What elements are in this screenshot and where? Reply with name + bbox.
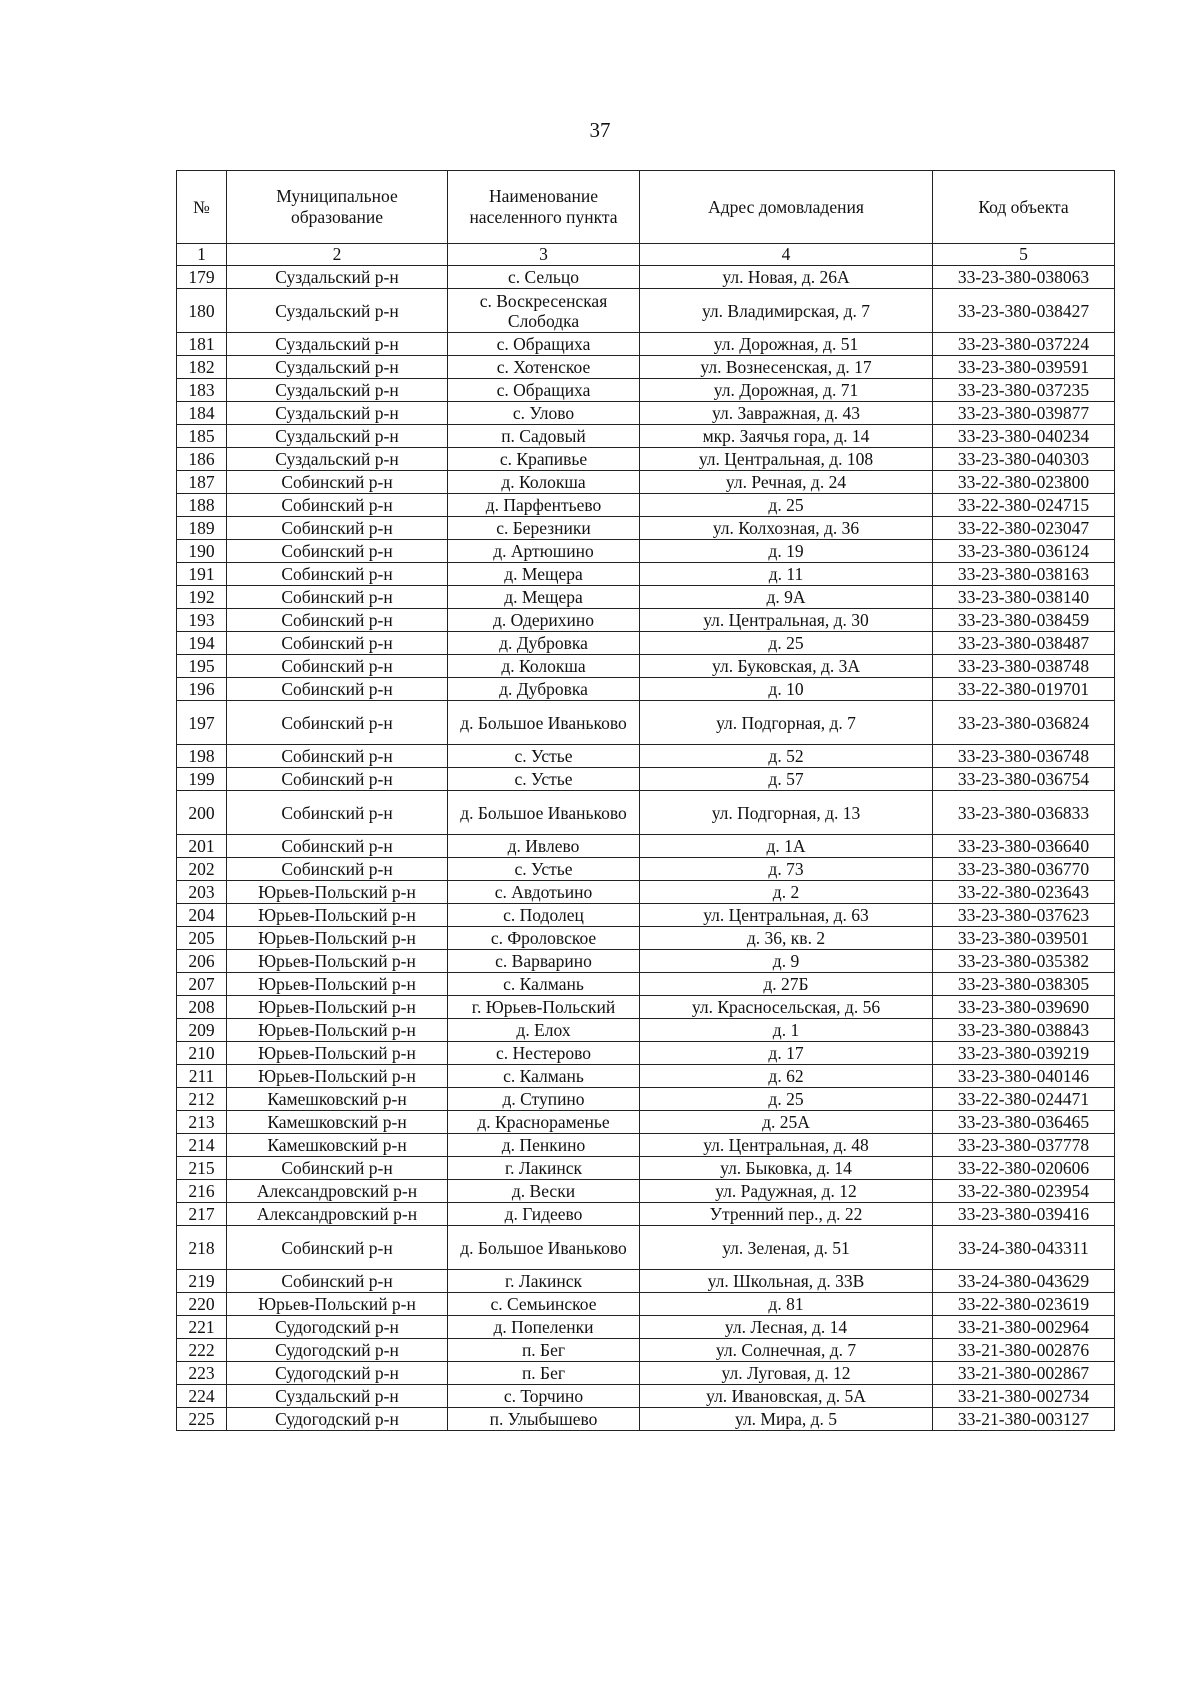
- row-number: 223: [177, 1362, 227, 1385]
- address-cell: д. 25А: [640, 1111, 933, 1134]
- object-code-cell: 33-23-380-036748: [933, 745, 1115, 768]
- table-row: [177, 1042, 1115, 1065]
- settlement-cell: с. Нестерово: [448, 1042, 640, 1065]
- address-cell: ул. Радужная, д. 12: [640, 1180, 933, 1203]
- table-row: [177, 996, 1115, 1019]
- row-number: 211: [177, 1065, 227, 1088]
- table-row: [177, 835, 1115, 858]
- object-code-cell: 33-24-380-043311: [933, 1226, 1115, 1270]
- settlement-cell: с. Торчино: [448, 1385, 640, 1408]
- settlement-cell: д. Артюшино: [448, 540, 640, 563]
- settlement-cell: с. Сельцо: [448, 266, 640, 289]
- municipality-cell: Камешковский р-н: [227, 1088, 448, 1111]
- municipality-cell: Суздальский р-н: [227, 448, 448, 471]
- settlement-cell: д. Елох: [448, 1019, 640, 1042]
- table-row: [177, 1385, 1115, 1408]
- row-number: 179: [177, 266, 227, 289]
- settlement-cell: с. Калмань: [448, 973, 640, 996]
- header-number: №: [177, 171, 227, 244]
- address-cell: д. 36, кв. 2: [640, 927, 933, 950]
- municipality-cell: Собинский р-н: [227, 768, 448, 791]
- table-row: [177, 494, 1115, 517]
- municipality-cell: Юрьев-Польский р-н: [227, 881, 448, 904]
- row-number: 187: [177, 471, 227, 494]
- row-number: 214: [177, 1134, 227, 1157]
- municipality-cell: Собинский р-н: [227, 609, 448, 632]
- object-code-cell: 33-21-380-002734: [933, 1385, 1115, 1408]
- address-cell: ул. Владимирская, д. 7: [640, 289, 933, 333]
- row-number: 209: [177, 1019, 227, 1042]
- municipality-cell: Собинский р-н: [227, 1157, 448, 1180]
- municipality-cell: Юрьев-Польский р-н: [227, 927, 448, 950]
- row-number: 180: [177, 289, 227, 333]
- row-number: 224: [177, 1385, 227, 1408]
- row-number: 188: [177, 494, 227, 517]
- settlement-cell: д. Ступино: [448, 1088, 640, 1111]
- municipality-cell: Камешковский р-н: [227, 1111, 448, 1134]
- page-number: 37: [589, 118, 611, 142]
- municipality-cell: Суздальский р-н: [227, 266, 448, 289]
- address-cell: д. 19: [640, 540, 933, 563]
- address-cell: ул. Новая, д. 26А: [640, 266, 933, 289]
- row-number: 206: [177, 950, 227, 973]
- address-cell: ул. Центральная, д. 30: [640, 609, 933, 632]
- row-number: 202: [177, 858, 227, 881]
- settlement-cell: г. Юрьев-Польский: [448, 996, 640, 1019]
- row-number: 200: [177, 791, 227, 835]
- object-code-cell: 33-23-380-039690: [933, 996, 1115, 1019]
- row-number: 183: [177, 379, 227, 402]
- address-cell: д. 81: [640, 1293, 933, 1316]
- address-cell: д. 25: [640, 494, 933, 517]
- row-number: 210: [177, 1042, 227, 1065]
- column-index: 1: [177, 244, 227, 266]
- table-row: [177, 333, 1115, 356]
- settlement-cell: д. Дубровка: [448, 678, 640, 701]
- table-row: [177, 1270, 1115, 1293]
- row-number: 185: [177, 425, 227, 448]
- header-municipality: Муниципальное образование: [227, 171, 448, 244]
- object-code-cell: 33-23-380-036640: [933, 835, 1115, 858]
- municipality-cell: Юрьев-Польский р-н: [227, 1065, 448, 1088]
- table-row: [177, 563, 1115, 586]
- object-code-cell: 33-23-380-039416: [933, 1203, 1115, 1226]
- object-code-cell: 33-23-380-039501: [933, 927, 1115, 950]
- object-code-cell: 33-21-380-002876: [933, 1339, 1115, 1362]
- settlement-cell: с. Устье: [448, 858, 640, 881]
- municipality-cell: Суздальский р-н: [227, 333, 448, 356]
- table-row: [177, 609, 1115, 632]
- table-row: [177, 745, 1115, 768]
- object-code-cell: 33-23-380-037235: [933, 379, 1115, 402]
- municipality-cell: Юрьев-Польский р-н: [227, 950, 448, 973]
- object-code-cell: 33-23-380-039591: [933, 356, 1115, 379]
- row-number: 190: [177, 540, 227, 563]
- settlement-cell: с. Фроловское: [448, 927, 640, 950]
- address-cell: д. 10: [640, 678, 933, 701]
- table-row: [177, 1226, 1115, 1270]
- municipality-cell: Суздальский р-н: [227, 1385, 448, 1408]
- table-row: [177, 791, 1115, 835]
- address-cell: ул. Быковка, д. 14: [640, 1157, 933, 1180]
- settlement-cell: д. Дубровка: [448, 632, 640, 655]
- address-cell: д. 9А: [640, 586, 933, 609]
- settlement-cell: с. Обращиха: [448, 379, 640, 402]
- row-number: 191: [177, 563, 227, 586]
- object-code-cell: 33-23-380-038459: [933, 609, 1115, 632]
- municipality-cell: Собинский р-н: [227, 858, 448, 881]
- table-row: [177, 266, 1115, 289]
- settlement-cell: с. Калмань: [448, 1065, 640, 1088]
- address-cell: ул. Завражная, д. 43: [640, 402, 933, 425]
- object-code-cell: 33-22-380-024715: [933, 494, 1115, 517]
- object-code-cell: 33-23-380-037623: [933, 904, 1115, 927]
- table-row: [177, 678, 1115, 701]
- municipality-cell: Собинский р-н: [227, 678, 448, 701]
- municipality-cell: Суздальский р-н: [227, 289, 448, 333]
- table-row: [177, 1316, 1115, 1339]
- row-number: 184: [177, 402, 227, 425]
- table-row: [177, 517, 1115, 540]
- row-number: 208: [177, 996, 227, 1019]
- header-object-code: Код объекта: [933, 171, 1115, 244]
- row-number: 198: [177, 745, 227, 768]
- row-number: 219: [177, 1270, 227, 1293]
- municipality-cell: Собинский р-н: [227, 791, 448, 835]
- object-code-cell: 33-22-380-020606: [933, 1157, 1115, 1180]
- municipality-cell: Александровский р-н: [227, 1180, 448, 1203]
- row-number: 216: [177, 1180, 227, 1203]
- row-number: 220: [177, 1293, 227, 1316]
- settlement-cell: д. Колокша: [448, 655, 640, 678]
- municipality-cell: Юрьев-Польский р-н: [227, 1293, 448, 1316]
- municipality-cell: Собинский р-н: [227, 1270, 448, 1293]
- header-settlement: Наименование населенного пункта: [448, 171, 640, 244]
- municipality-cell: Собинский р-н: [227, 835, 448, 858]
- municipality-cell: Собинский р-н: [227, 632, 448, 655]
- address-cell: ул. Центральная, д. 63: [640, 904, 933, 927]
- settlement-cell: д. Большое Иваньково: [448, 791, 640, 835]
- object-code-cell: 33-22-380-024471: [933, 1088, 1115, 1111]
- row-number: 192: [177, 586, 227, 609]
- settlement-cell: г. Лакинск: [448, 1270, 640, 1293]
- settlement-cell: д. Мещера: [448, 563, 640, 586]
- municipality-cell: Юрьев-Польский р-н: [227, 1042, 448, 1065]
- table-row: [177, 586, 1115, 609]
- object-code-cell: 33-21-380-003127: [933, 1408, 1115, 1431]
- table-row: [177, 1408, 1115, 1431]
- settlement-cell: д. Большое Иваньково: [448, 701, 640, 745]
- address-cell: ул. Колхозная, д. 36: [640, 517, 933, 540]
- table-row: [177, 904, 1115, 927]
- object-code-cell: 33-23-380-038487: [933, 632, 1115, 655]
- object-code-cell: 33-23-380-036770: [933, 858, 1115, 881]
- object-code-cell: 33-22-380-023643: [933, 881, 1115, 904]
- address-cell: ул. Солнечная, д. 7: [640, 1339, 933, 1362]
- address-cell: ул. Речная, д. 24: [640, 471, 933, 494]
- table-row: [177, 1203, 1115, 1226]
- object-code-cell: 33-22-380-023619: [933, 1293, 1115, 1316]
- row-number: 221: [177, 1316, 227, 1339]
- row-number: 194: [177, 632, 227, 655]
- settlement-cell: д. Попеленки: [448, 1316, 640, 1339]
- municipality-cell: Собинский р-н: [227, 563, 448, 586]
- settlement-cell: с. Варварино: [448, 950, 640, 973]
- row-number: 222: [177, 1339, 227, 1362]
- table-row: [177, 448, 1115, 471]
- row-number: 201: [177, 835, 227, 858]
- object-code-cell: 33-23-380-036754: [933, 768, 1115, 791]
- header-row: [177, 171, 1115, 244]
- row-number: 193: [177, 609, 227, 632]
- table-row: [177, 1362, 1115, 1385]
- table-row: [177, 402, 1115, 425]
- address-cell: д. 1А: [640, 835, 933, 858]
- table-row: [177, 356, 1115, 379]
- row-number: 215: [177, 1157, 227, 1180]
- settlement-cell: с. Березники: [448, 517, 640, 540]
- row-number: 196: [177, 678, 227, 701]
- municipality-cell: Юрьев-Польский р-н: [227, 904, 448, 927]
- address-cell: ул. Мира, д. 5: [640, 1408, 933, 1431]
- address-cell: ул. Луговая, д. 12: [640, 1362, 933, 1385]
- column-index: 2: [227, 244, 448, 266]
- address-cell: ул. Ивановская, д. 5А: [640, 1385, 933, 1408]
- address-cell: д. 62: [640, 1065, 933, 1088]
- address-cell: ул. Дорожная, д. 51: [640, 333, 933, 356]
- municipality-cell: Юрьев-Польский р-н: [227, 996, 448, 1019]
- row-number: 218: [177, 1226, 227, 1270]
- row-number: 217: [177, 1203, 227, 1226]
- municipality-cell: Суздальский р-н: [227, 356, 448, 379]
- object-code-cell: 33-23-380-038427: [933, 289, 1115, 333]
- row-number: 204: [177, 904, 227, 927]
- settlement-cell: д. Пенкино: [448, 1134, 640, 1157]
- column-index: 4: [640, 244, 933, 266]
- object-code-cell: 33-23-380-038843: [933, 1019, 1115, 1042]
- table-row: [177, 858, 1115, 881]
- object-code-cell: 33-21-380-002964: [933, 1316, 1115, 1339]
- settlement-cell: с. Авдотьино: [448, 881, 640, 904]
- header-address: Адрес домовладения: [640, 171, 933, 244]
- table-row: [177, 425, 1115, 448]
- address-cell: д. 2: [640, 881, 933, 904]
- object-code-cell: 33-23-380-036465: [933, 1111, 1115, 1134]
- address-cell: д. 11: [640, 563, 933, 586]
- table-row: [177, 289, 1115, 333]
- municipality-cell: Суздальский р-н: [227, 402, 448, 425]
- object-code-cell: 33-22-380-023047: [933, 517, 1115, 540]
- row-number: 199: [177, 768, 227, 791]
- table-row: [177, 927, 1115, 950]
- municipality-cell: Собинский р-н: [227, 471, 448, 494]
- table-row: [177, 540, 1115, 563]
- settlement-cell: д. Ивлево: [448, 835, 640, 858]
- table-row: [177, 1019, 1115, 1042]
- address-cell: д. 27Б: [640, 973, 933, 996]
- address-cell: ул. Лесная, д. 14: [640, 1316, 933, 1339]
- object-code-cell: 33-22-380-019701: [933, 678, 1115, 701]
- object-code-cell: 33-23-380-039219: [933, 1042, 1115, 1065]
- settlement-cell: г. Лакинск: [448, 1157, 640, 1180]
- object-code-cell: 33-23-380-040234: [933, 425, 1115, 448]
- municipality-cell: Судогодский р-н: [227, 1408, 448, 1431]
- object-code-cell: 33-23-380-038163: [933, 563, 1115, 586]
- column-index-row: [177, 244, 1115, 266]
- address-cell: д. 1: [640, 1019, 933, 1042]
- municipality-cell: Судогодский р-н: [227, 1339, 448, 1362]
- address-cell: ул. Красносельская, д. 56: [640, 996, 933, 1019]
- municipality-cell: Собинский р-н: [227, 586, 448, 609]
- municipality-cell: Судогодский р-н: [227, 1316, 448, 1339]
- address-cell: мкр. Заячья гора, д. 14: [640, 425, 933, 448]
- address-cell: ул. Дорожная, д. 71: [640, 379, 933, 402]
- settlement-cell: с. Воскресенская Слободка: [448, 289, 640, 333]
- table-row: [177, 632, 1115, 655]
- table-row: [177, 379, 1115, 402]
- object-code-cell: 33-24-380-043629: [933, 1270, 1115, 1293]
- table-row: [177, 1134, 1115, 1157]
- settlement-cell: с. Устье: [448, 768, 640, 791]
- column-index: 3: [448, 244, 640, 266]
- registry-table: [176, 170, 1115, 1431]
- row-number: 186: [177, 448, 227, 471]
- table-row: [177, 1180, 1115, 1203]
- object-code-cell: 33-23-380-036833: [933, 791, 1115, 835]
- settlement-cell: п. Бег: [448, 1362, 640, 1385]
- address-cell: ул. Центральная, д. 48: [640, 1134, 933, 1157]
- address-cell: д. 52: [640, 745, 933, 768]
- row-number: 203: [177, 881, 227, 904]
- address-cell: ул. Буковская, д. 3А: [640, 655, 933, 678]
- column-index: 5: [933, 244, 1115, 266]
- settlement-cell: с. Улово: [448, 402, 640, 425]
- table-row: [177, 1157, 1115, 1180]
- municipality-cell: Собинский р-н: [227, 655, 448, 678]
- municipality-cell: Собинский р-н: [227, 745, 448, 768]
- table-row: [177, 655, 1115, 678]
- address-cell: ул. Подгорная, д. 7: [640, 701, 933, 745]
- municipality-cell: Собинский р-н: [227, 1226, 448, 1270]
- row-number: 205: [177, 927, 227, 950]
- object-code-cell: 33-23-380-038305: [933, 973, 1115, 996]
- settlement-cell: д. Большое Иваньково: [448, 1226, 640, 1270]
- row-number: 182: [177, 356, 227, 379]
- object-code-cell: 33-23-380-038063: [933, 266, 1115, 289]
- address-cell: д. 25: [640, 1088, 933, 1111]
- address-cell: д. 57: [640, 768, 933, 791]
- object-code-cell: 33-23-380-036824: [933, 701, 1115, 745]
- settlement-cell: п. Улыбышево: [448, 1408, 640, 1431]
- address-cell: ул. Подгорная, д. 13: [640, 791, 933, 835]
- table-row: [177, 973, 1115, 996]
- table-body: [177, 266, 1115, 1431]
- settlement-cell: с. Крапивье: [448, 448, 640, 471]
- address-cell: д. 73: [640, 858, 933, 881]
- object-code-cell: 33-23-380-039877: [933, 402, 1115, 425]
- object-code-cell: 33-23-380-038140: [933, 586, 1115, 609]
- row-number: 181: [177, 333, 227, 356]
- object-code-cell: 33-23-380-037778: [933, 1134, 1115, 1157]
- address-cell: ул. Зеленая, д. 51: [640, 1226, 933, 1270]
- municipality-cell: Суздальский р-н: [227, 379, 448, 402]
- table-row: [177, 1293, 1115, 1316]
- municipality-cell: Собинский р-н: [227, 517, 448, 540]
- table-row: [177, 950, 1115, 973]
- settlement-cell: п. Бег: [448, 1339, 640, 1362]
- municipality-cell: Суздальский р-н: [227, 425, 448, 448]
- settlement-cell: с. Обращиха: [448, 333, 640, 356]
- row-number: 195: [177, 655, 227, 678]
- table-row: [177, 1111, 1115, 1134]
- table-row: [177, 768, 1115, 791]
- settlement-cell: д. Парфентьево: [448, 494, 640, 517]
- table-row: [177, 1065, 1115, 1088]
- table-row: [177, 701, 1115, 745]
- row-number: 189: [177, 517, 227, 540]
- municipality-cell: Собинский р-н: [227, 540, 448, 563]
- settlement-cell: д. Краснораменье: [448, 1111, 640, 1134]
- object-code-cell: 33-23-380-036124: [933, 540, 1115, 563]
- address-cell: ул. Вознесенская, д. 17: [640, 356, 933, 379]
- object-code-cell: 33-22-380-023800: [933, 471, 1115, 494]
- object-code-cell: 33-22-380-023954: [933, 1180, 1115, 1203]
- object-code-cell: 33-23-380-037224: [933, 333, 1115, 356]
- address-cell: д. 17: [640, 1042, 933, 1065]
- settlement-cell: д. Гидеево: [448, 1203, 640, 1226]
- settlement-cell: с. Подолец: [448, 904, 640, 927]
- address-cell: д. 25: [640, 632, 933, 655]
- settlement-cell: с. Хотенское: [448, 356, 640, 379]
- row-number: 197: [177, 701, 227, 745]
- object-code-cell: 33-23-380-040303: [933, 448, 1115, 471]
- row-number: 213: [177, 1111, 227, 1134]
- table-row: [177, 1088, 1115, 1111]
- municipality-cell: Собинский р-н: [227, 701, 448, 745]
- table-row: [177, 1339, 1115, 1362]
- municipality-cell: Юрьев-Польский р-н: [227, 973, 448, 996]
- object-code-cell: 33-21-380-002867: [933, 1362, 1115, 1385]
- table-row: [177, 471, 1115, 494]
- address-cell: ул. Центральная, д. 108: [640, 448, 933, 471]
- settlement-cell: д. Одерихино: [448, 609, 640, 632]
- object-code-cell: 33-23-380-038748: [933, 655, 1115, 678]
- settlement-cell: п. Садовый: [448, 425, 640, 448]
- row-number: 212: [177, 1088, 227, 1111]
- address-cell: Утренний пер., д. 22: [640, 1203, 933, 1226]
- row-number: 207: [177, 973, 227, 996]
- settlement-cell: д. Мещера: [448, 586, 640, 609]
- object-code-cell: 33-23-380-040146: [933, 1065, 1115, 1088]
- municipality-cell: Камешковский р-н: [227, 1134, 448, 1157]
- object-code-cell: 33-23-380-035382: [933, 950, 1115, 973]
- settlement-cell: д. Вески: [448, 1180, 640, 1203]
- municipality-cell: Собинский р-н: [227, 494, 448, 517]
- address-cell: ул. Школьная, д. 33В: [640, 1270, 933, 1293]
- address-cell: д. 9: [640, 950, 933, 973]
- settlement-cell: с. Устье: [448, 745, 640, 768]
- row-number: 225: [177, 1408, 227, 1431]
- municipality-cell: Судогодский р-н: [227, 1362, 448, 1385]
- municipality-cell: Александровский р-н: [227, 1203, 448, 1226]
- table-row: [177, 881, 1115, 904]
- settlement-cell: д. Колокша: [448, 471, 640, 494]
- municipality-cell: Юрьев-Польский р-н: [227, 1019, 448, 1042]
- settlement-cell: с. Семьинское: [448, 1293, 640, 1316]
